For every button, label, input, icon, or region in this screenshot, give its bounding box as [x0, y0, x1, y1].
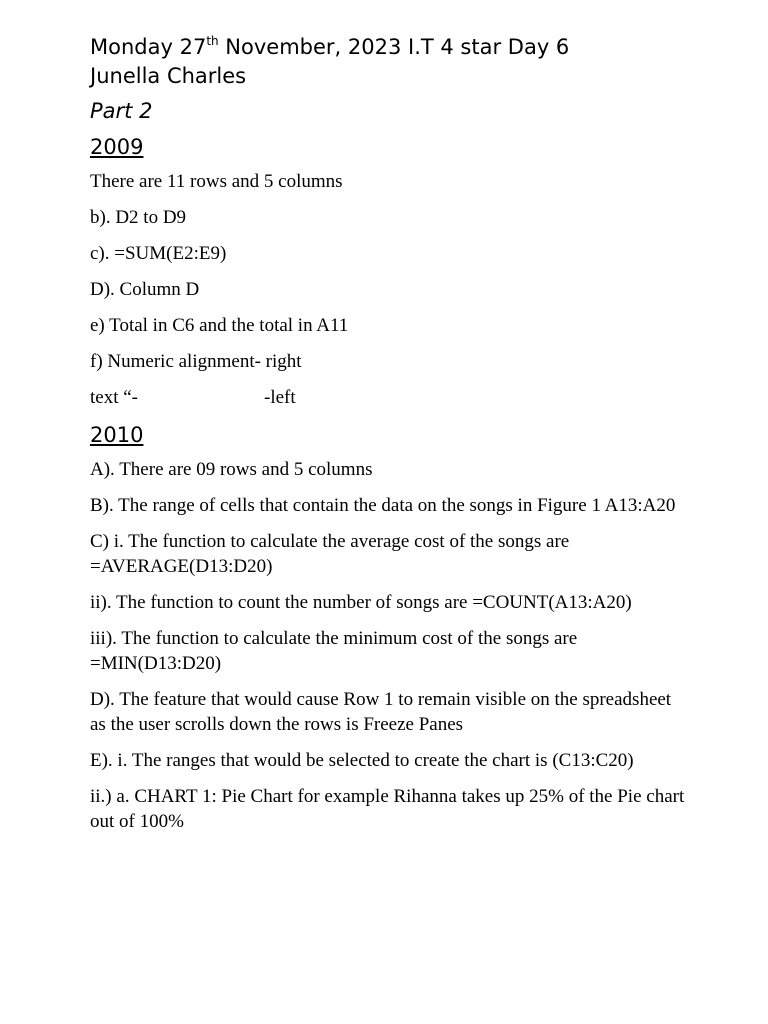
author-name: Junella Charles: [90, 64, 247, 88]
section-heading-2010: 2010: [90, 423, 144, 447]
section-heading-2009: 2009: [90, 135, 144, 159]
answer-line: C) i. The function to calculate the average cost of the songs are =AVERAGE(D13:D20): [90, 531, 570, 577]
part-heading: Part 2: [90, 99, 153, 123]
title-date: Monday 27: [90, 35, 207, 59]
answer-line: iii). The function to calculate the minimum cost of the songs are =MIN(D13:D20): [90, 628, 578, 674]
document-title: [90, 33, 690, 91]
answer-line: D). Column D: [90, 279, 200, 300]
text-alignment-label: text “-: [90, 387, 139, 408]
answer-line: A). There are 09 rows and 5 columns: [90, 459, 373, 480]
answer-line: b). D2 to D9: [90, 207, 187, 228]
answer-line: D). The feature that would cause Row 1 to remain visible on the spreadsheet as the user scrolls down the rows is Freeze Panes: [90, 689, 672, 735]
answer-line: There are 11 rows and 5 columns: [90, 171, 343, 192]
answer-line: ii.) a. CHART 1: Pie Chart for example Rihanna takes up 25% of the Pie chart out of 100%: [90, 786, 685, 832]
answer-line: ii). The function to count the number of songs are =COUNT(A13:A20): [90, 592, 632, 613]
answer-line: f) Numeric alignment- right: [90, 351, 302, 372]
answer-line: E). i. The ranges that would be selected to create the chart is (C13:C20): [90, 750, 634, 771]
answer-line-text-alignment: [90, 385, 690, 410]
answer-line: B). The range of cells that contain the data on the songs in Figure 1 A13:A20: [90, 495, 676, 516]
answer-line: c). =SUM(E2:E9): [90, 243, 227, 264]
answer-line: e) Total in C6 and the total in A11: [90, 315, 349, 336]
text-alignment-value: -left: [264, 387, 296, 408]
title-rest: November, 2023 I.T 4 star Day 6: [218, 35, 570, 59]
title-ordinal: th: [206, 34, 219, 48]
document-page: [90, 33, 690, 845]
